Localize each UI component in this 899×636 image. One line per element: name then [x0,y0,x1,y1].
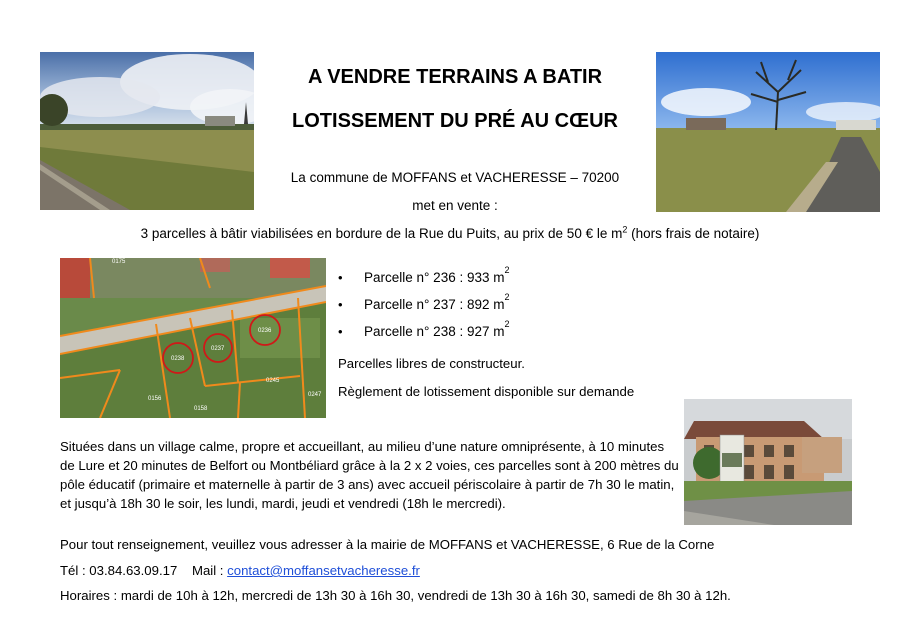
bullet-icon: • [338,270,343,285]
map-label-237: 0237 [211,346,225,352]
regulation-text: Règlement de lotissement disponible sur demande [338,384,635,399]
parcel-236-text: Parcelle n° 236 : 933 m [364,270,505,285]
bullet-icon: • [338,297,343,312]
contact-line [60,561,420,580]
map-label-156: 0156 [148,396,162,402]
parcel-list [338,265,658,351]
field-photo-right [656,52,880,212]
map-label-238: 0238 [171,356,185,362]
map-label-245: 0245 [266,378,280,384]
field-photo-left [40,52,254,210]
offer-text: 3 parcelles à bâtir viabilisées en bordure de la Rue du Puits, au prix de 50 € le m [140,226,623,241]
map-label-158: 0158 [194,406,208,412]
free-builder-text: Parcelles libres de constructeur. [338,356,525,371]
cadastral-map [60,258,326,418]
map-label-top: 0175 [112,259,126,265]
mail-label: Mail : [191,563,228,578]
parcel-238-text: Parcelle n° 238 : 927 m [364,324,505,339]
map-label-236: 0236 [258,328,272,334]
contact-intro: Pour tout renseignement, veuillez vous adresser à la mairie de MOFFANS et VACHERESSE, 6 Rue de la Corne [60,537,715,552]
parcel-item: • Parcelle n° 236 : 933 m 2 [338,265,510,285]
map-label-247: 0247 [308,392,322,398]
office-hours: Horaires : mardi de 10h à 12h, mercredi de 13h 30 à 16h 30, vendredi de 13h 30 à 16h 30, samedi de 8h 30 à 12h. [60,588,731,603]
commune-line: La commune de MOFFANS et VACHERESSE – 70200 [290,170,620,185]
bullet-icon: • [338,324,343,339]
offer-line [40,226,860,241]
parcel-237-text: Parcelle n° 237 : 892 m [364,297,505,312]
town-hall-photo [684,399,852,525]
parcel-item: • Parcelle n° 238 : 927 m 2 [338,319,510,339]
email-link[interactable]: contact@moffansetvacheresse.fr [227,563,420,578]
title-line-1: A VENDRE TERRAINS A BATIR [307,66,603,88]
phone-text: Tél : 03.84.63.09.17 [60,563,178,578]
parcel-item: • Parcelle n° 237 : 892 m 2 [338,292,510,312]
title-line-2: LOTISSEMENT DU PRÉ AU CŒUR [292,110,618,132]
offer-text-tail: (hors frais de notaire) [627,226,760,241]
sale-line: met en vente : [412,198,498,213]
offer-unit-exponent: 2 [622,224,628,235]
description-paragraph: Situées dans un village calme, propre et accueillant, au milieu d’une nature omniprésente, à 10 minutes de Lure et 20 minutes de Belfort ou Montbéliard grâce à la 2 x 2 voies, ces parcelles sont à 200 mètres du pôle éducatif (primaire et maternelle à partir de 3 ans) avec accueil périscolaire à partir de 7h 30 le matin, et jusqu’à 18h 30 le soir, les lundi, mardi, jeudi et vendredi (18h le mercredi). [60,439,679,511]
